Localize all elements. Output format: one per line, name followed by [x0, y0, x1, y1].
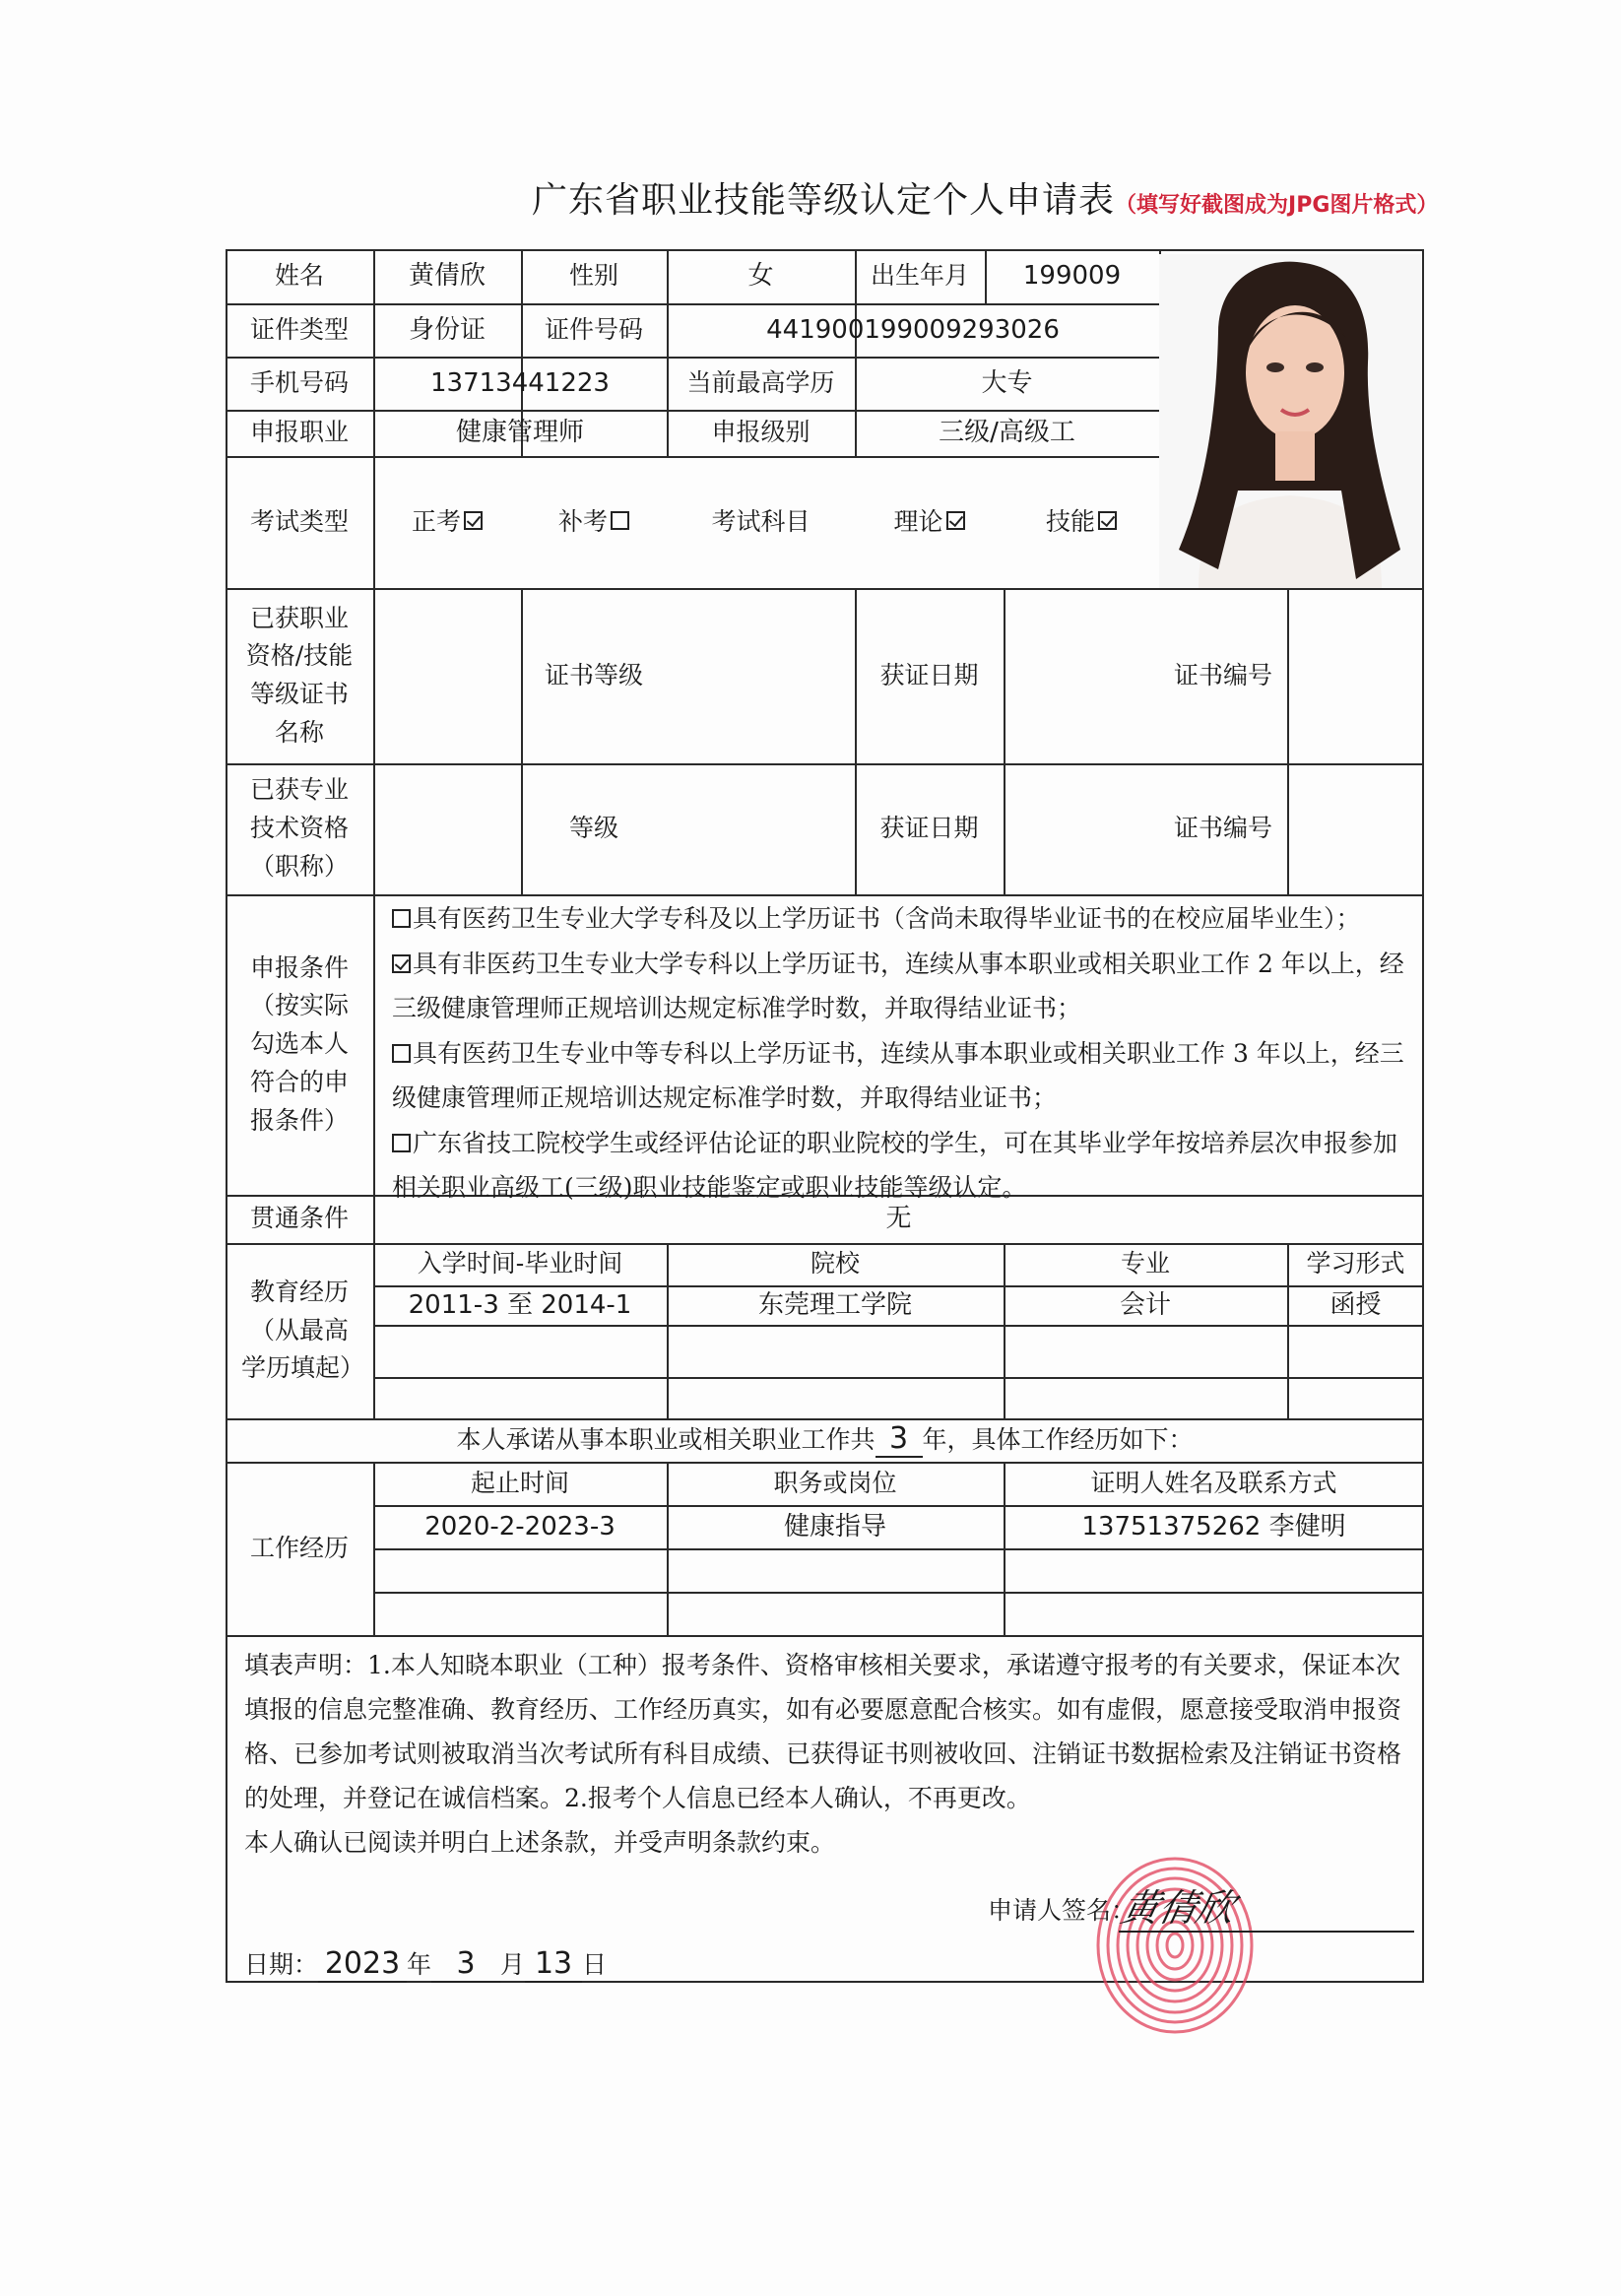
form-title-row — [532, 172, 1517, 231]
label-cert-level: 证书等级 — [544, 660, 643, 689]
signature-handwritten: 黄倩欣 — [1117, 1886, 1239, 1930]
value-through: 无 — [885, 1204, 912, 1234]
condition-item[interactable]: 广东省技工院校学生或经评估论证的职业院校的学生，可在其毕业学年按培养层次申报参加 — [392, 1121, 1416, 1166]
option-skill-label: 技能 — [1045, 506, 1095, 536]
date-day: 13 — [525, 1946, 582, 1983]
value-id-type: 身份证 — [408, 314, 486, 345]
signature-label: 申请人签名： — [988, 1896, 1136, 1925]
applicant-photo — [1159, 254, 1421, 588]
declaration-line: 格、已参加考试则被取消当次考试所有科目成绩、已获得证书则被收回、注销证书数据检索及注销证书资格 — [244, 1739, 1402, 1768]
option-makeup-label: 补考 — [557, 506, 608, 536]
label-exam-type: 考试类型 — [249, 506, 349, 536]
work-cell-period: 2020-2-2023-3 — [424, 1511, 616, 1542]
value-id-no: 441900199009293026 — [766, 314, 1060, 345]
condition-text: 级健康管理师正规培训达规定标准学时数，并取得结业证书； — [392, 1083, 1058, 1112]
edu-cell-period: 2011-3 至 2014-1 — [408, 1289, 632, 1320]
commitment-suffix: 年，具体工作经历如下： — [922, 1424, 1194, 1454]
date-row — [244, 1945, 607, 1983]
option-makeup[interactable] — [521, 456, 667, 588]
edu-header-period: 入学时间-毕业时间 — [417, 1249, 623, 1279]
label-tech-title: 已获专业技术资格（职称） — [249, 775, 349, 881]
label-birth: 出生年月 — [870, 261, 969, 291]
checkbox-condition-4[interactable] — [392, 1134, 411, 1152]
label-gender: 性别 — [568, 261, 618, 291]
label-level: 申报级别 — [711, 418, 810, 447]
condition-text: 三级健康管理师正规培训达规定标准学时数，并取得结业证书； — [392, 994, 1082, 1022]
label-name: 姓名 — [274, 261, 324, 291]
value-birth: 199009 — [1022, 261, 1122, 292]
label-tech-date: 获证日期 — [879, 814, 979, 843]
checkbox-condition-1[interactable] — [392, 909, 411, 928]
work-header-witness: 证明人姓名及联系方式 — [1090, 1468, 1337, 1497]
edu-header-major: 专业 — [1120, 1249, 1170, 1279]
label-education: 当前最高学历 — [686, 367, 835, 397]
checkbox-theory-checked[interactable] — [946, 511, 965, 530]
label-phone: 手机号码 — [249, 367, 349, 397]
condition-item[interactable]: 具有医药卫生专业大学专科及以上学历证书（含尚未取得毕业证书的在校应届毕业生）； — [392, 896, 1416, 942]
option-regular[interactable] — [373, 456, 521, 588]
value-gender: 女 — [747, 261, 774, 292]
declaration-line: 填表声明：1.本人知晓本职业（工种）报考条件、资格审核相关要求，承诺遵守报考的有关要求，保证本次 — [244, 1651, 1400, 1679]
checkbox-makeup-unchecked[interactable] — [611, 511, 629, 530]
work-header-position: 职务或岗位 — [773, 1468, 897, 1497]
checkbox-regular-checked[interactable] — [464, 511, 483, 530]
label-cert-date: 获证日期 — [879, 660, 979, 689]
work-cell-witness: 13751375262 李健明 — [1081, 1511, 1346, 1542]
date-year-unit: 年 — [407, 1950, 432, 1979]
value-occupation: 健康管理师 — [455, 418, 584, 448]
form-title-note: （填写好截图成为JPG图片格式） — [1115, 193, 1439, 218]
label-exam-subject: 考试科目 — [711, 506, 810, 536]
declaration-line: 填报的信息完整准确、教育经历、工作经历真实，如有必要愿意配合核实。如有虚假，愿意接受取消申报资 — [244, 1695, 1402, 1724]
conditions-list — [392, 896, 1416, 1211]
label-edu-history: 教育经历（从最高学历填起） — [241, 1277, 365, 1383]
declaration-line: 本人确认已阅读并明白上述条款，并受声明条款约束。 — [244, 1828, 836, 1857]
edu-cell-school: 东莞理工学院 — [757, 1289, 912, 1320]
date-month-unit: 月 — [500, 1950, 526, 1979]
date-month: 3 — [431, 1946, 500, 1983]
label-tech-no: 证书编号 — [1173, 814, 1272, 843]
portrait-illustration — [1159, 254, 1421, 588]
date-day-unit: 日 — [582, 1950, 608, 1979]
date-year: 2023 — [318, 1946, 407, 1983]
condition-text: 相关职业高级工(三级)职业技能鉴定或职业技能等级认定。 — [392, 1173, 1027, 1202]
edu-cell-major: 会计 — [1119, 1289, 1171, 1320]
condition-item[interactable]: 具有医药卫生专业中等专科以上学历证书，连续从事本职业或相关职业工作 3 年以上，经三 — [392, 1031, 1416, 1077]
option-theory[interactable] — [855, 456, 1004, 588]
declaration-text — [244, 1643, 1406, 1865]
label-id-no: 证件号码 — [544, 314, 643, 344]
value-name: 黄倩欣 — [408, 261, 486, 292]
value-education: 大专 — [981, 367, 1033, 398]
commitment-line — [226, 1418, 1424, 1462]
checkbox-condition-3[interactable] — [392, 1044, 411, 1063]
label-occupation: 申报职业 — [249, 418, 349, 447]
edu-header-school: 院校 — [810, 1249, 860, 1279]
label-tech-level: 等级 — [568, 814, 618, 843]
date-label: 日期： — [244, 1950, 319, 1979]
label-cert-name: 已获职业资格/技能等级证书名称 — [245, 603, 354, 747]
option-theory-label: 理论 — [893, 506, 943, 536]
form-title: 广东省职业技能等级认定个人申请表 — [532, 180, 1116, 221]
commitment-years: 3 — [875, 1422, 923, 1458]
edu-cell-mode: 函授 — [1329, 1289, 1382, 1320]
option-skill[interactable] — [1004, 456, 1159, 588]
edu-header-mode: 学习形式 — [1306, 1249, 1405, 1279]
work-cell-position: 健康指导 — [783, 1511, 886, 1542]
label-cert-no: 证书编号 — [1173, 660, 1272, 689]
label-id-type: 证件类型 — [249, 314, 349, 344]
label-through: 贯通条件 — [249, 1204, 349, 1233]
value-level: 三级/高级工 — [939, 418, 1075, 448]
checkbox-skill-checked[interactable] — [1098, 511, 1117, 530]
label-conditions: 申报条件（按实际勾选本人符合的申报条件） — [249, 952, 349, 1135]
checkbox-condition-2[interactable] — [392, 954, 411, 973]
declaration-line: 的处理，并登记在诚信档案。2.报考个人信息已经本人确认，不再更改。 — [244, 1784, 1031, 1812]
condition-item[interactable]: 具有非医药卫生专业大学专科以上学历证书，连续从事本职业或相关职业工作 2 年以上，经 — [392, 942, 1416, 987]
label-work-history: 工作经历 — [249, 1533, 349, 1562]
value-phone: 13713441223 — [430, 367, 610, 398]
commitment-prefix: 本人承诺从事本职业或相关职业工作共 — [456, 1424, 875, 1454]
option-regular-label: 正考 — [411, 506, 461, 536]
work-header-period: 起止时间 — [470, 1468, 569, 1497]
